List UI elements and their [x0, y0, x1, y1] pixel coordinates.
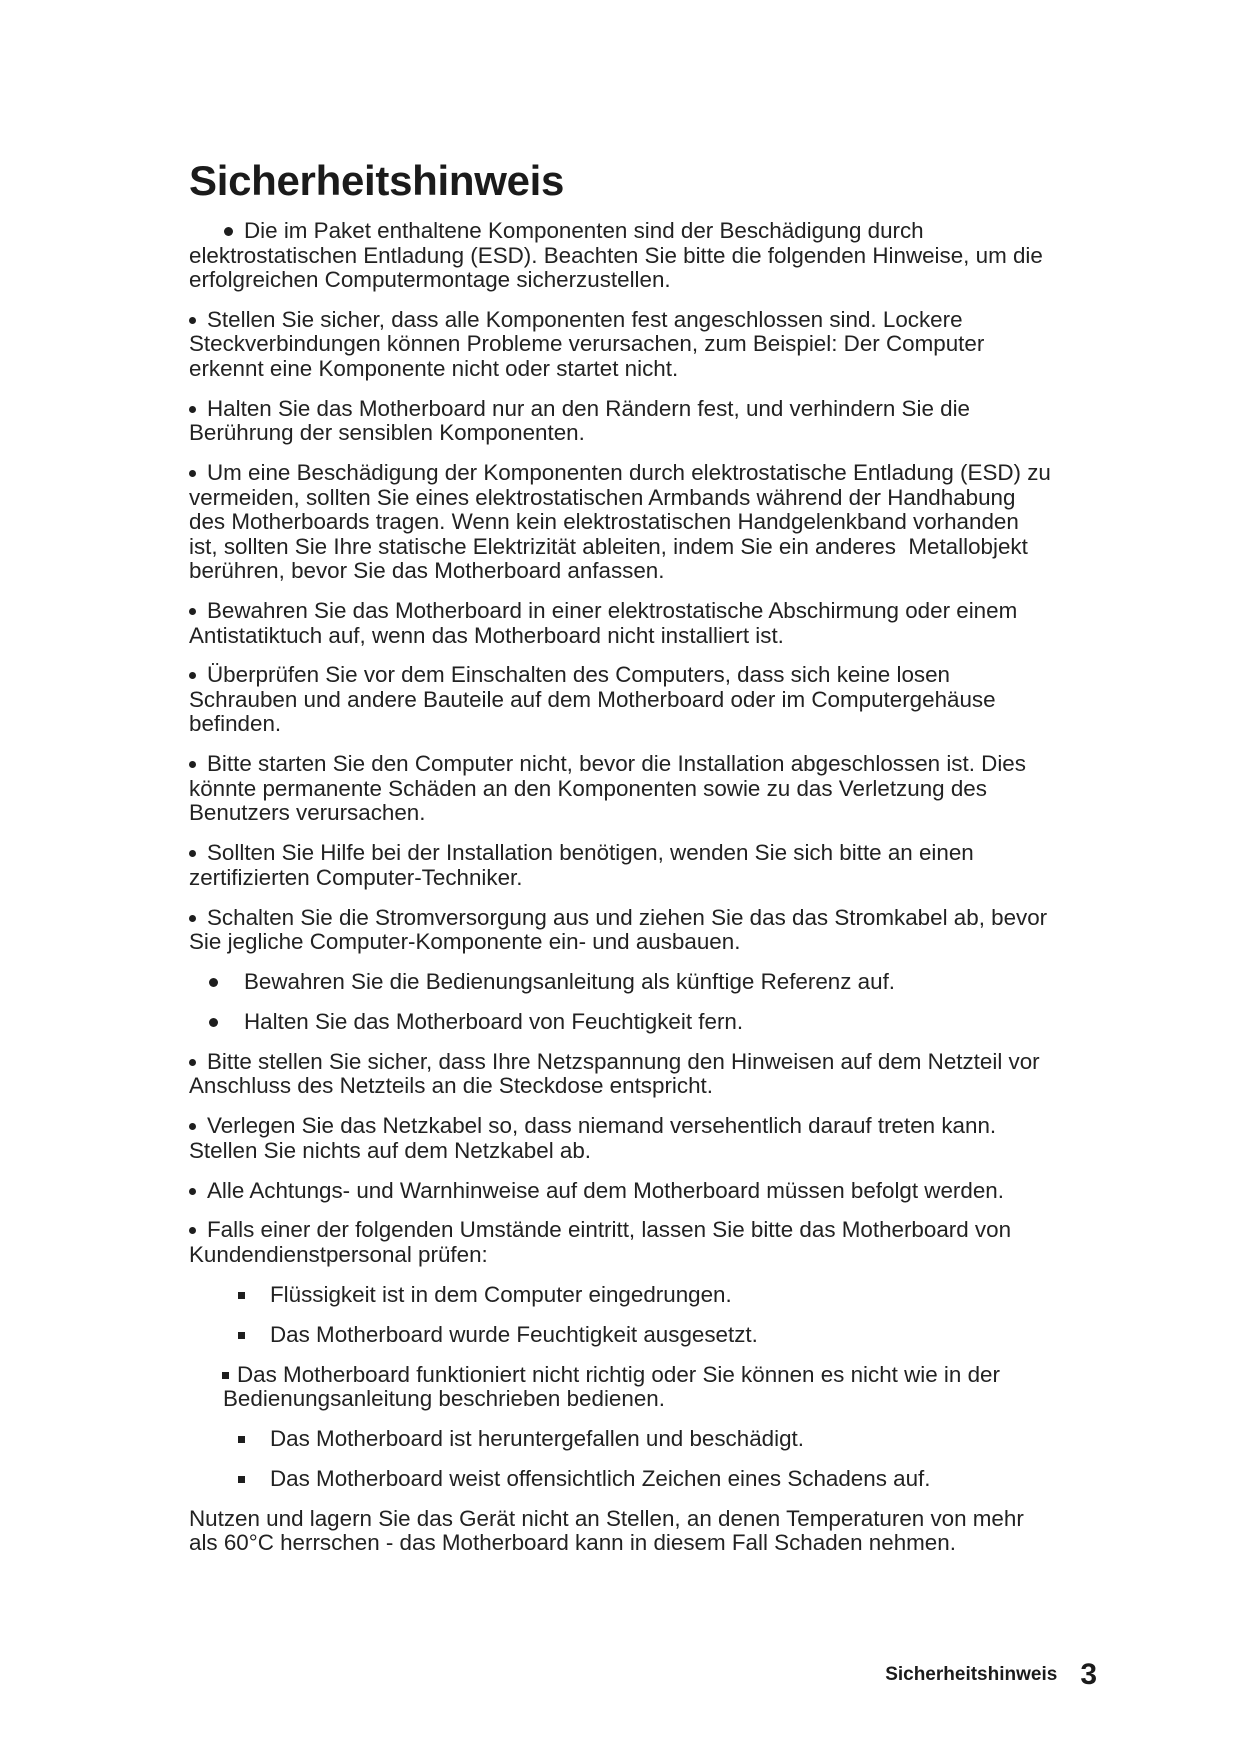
page-footer [885, 1655, 1097, 1695]
line-text: Das Motherboard funktioniert nicht richtig oder Sie können es nicht wie in der [237, 1361, 1000, 1387]
precaution-warnings [189, 1179, 1199, 1204]
precaution-list [189, 219, 1199, 1556]
line-text: Sollten Sie Hilfe bei der Installation benötigen, wenden Sie sich bitte an einen [207, 840, 974, 866]
precaution-connections [189, 308, 1199, 382]
precaution-storage [189, 599, 1199, 648]
line-text: Stellen Sie sicher, dass alle Komponenten fest angeschlossen sind. Lockere [207, 306, 963, 332]
bullet-icon [189, 915, 196, 922]
line-text: Um eine Beschädigung der Komponenten durch elektrostatische Entladung (ESD) zu [207, 460, 1051, 486]
line-text: Benutzers verursachen. [189, 800, 426, 826]
condition-liquid [189, 1283, 1199, 1308]
bullet-icon [189, 1059, 196, 1066]
line-text: Verlegen Sie das Netzkabel so, dass niemand versehentlich darauf treten kann. [207, 1113, 997, 1139]
bullet-line [189, 599, 1199, 624]
bullet-icon [189, 1188, 196, 1195]
line-text: Alle Achtungs- und Warnhinweise auf dem Motherboard müssen befolgt werden. [207, 1177, 1004, 1203]
square-bullet-icon [238, 1476, 245, 1483]
bullet-icon [189, 608, 196, 615]
bullet-line [189, 1467, 1199, 1492]
line-text: Überprüfen Sie vor dem Einschalten des Computers, dass sich keine losen [207, 662, 951, 688]
precaution-humidity [189, 1010, 1199, 1035]
precaution-esd-intro [189, 219, 1199, 293]
condition-dropped [189, 1427, 1199, 1452]
bullet-line [189, 1323, 1199, 1348]
condition-damage [189, 1467, 1199, 1492]
bullet-icon [189, 406, 196, 413]
line-text: Bitte starten Sie den Computer nicht, bevor die Installation abgeschlossen ist. Dies [207, 751, 1026, 777]
line-text: Halten Sie das Motherboard von Feuchtigkeit fern. [244, 1008, 744, 1034]
condition-malfunction [189, 1363, 1199, 1412]
line-text: Bewahren Sie die Bedienungsanleitung als künftige Referenz auf. [244, 969, 896, 995]
line-text: Die im Paket enthaltene Komponenten sind der Beschädigung durch [244, 218, 924, 243]
bullet-line [189, 1050, 1199, 1075]
bullet-icon [189, 1123, 196, 1130]
line-text: als 60°C herrschen - das Motherboard kann in diesem Fall Schaden nehmen. [189, 1530, 956, 1556]
line-text: Das Motherboard ist heruntergefallen und beschädigt. [270, 1426, 804, 1452]
line-text: ist, sollten Sie Ihre statische Elektrizität ableiten, indem Sie ein anderes Metallobjekt [189, 533, 1028, 559]
bullet-icon [189, 317, 196, 324]
precaution-service-check [189, 1218, 1199, 1267]
bullet-line [189, 1283, 1199, 1308]
square-bullet-icon [238, 1332, 245, 1339]
bullet-line [189, 1179, 1199, 1204]
bullet-line [189, 1427, 1199, 1452]
precaution-handle-edges [189, 397, 1199, 446]
bullet-icon [209, 1018, 218, 1027]
bullet-icon [189, 1227, 196, 1234]
safety-notice-section [189, 156, 1199, 1571]
line-text: Halten Sie das Motherboard nur an den Rändern fest, und verhindern Sie die [207, 395, 971, 421]
precaution-keep-manual [189, 970, 1199, 995]
page-title: Sicherheitshinweis [189, 157, 565, 204]
line-text: berühren, bevor Sie das Motherboard anfassen. [189, 558, 665, 584]
bullet-line [189, 461, 1199, 486]
line-text: Schalten Sie die Stromversorgung aus und ziehen Sie das das Stromkabel ab, bevor [207, 904, 1048, 930]
precaution-power-off [189, 906, 1199, 955]
line-text: Bitte stellen Sie sicher, dass Ihre Netzspannung den Hinweisen auf dem Netzteil vor [207, 1048, 1040, 1074]
square-bullet-icon [222, 1372, 229, 1379]
precaution-esd-wristband [189, 461, 1199, 584]
bullet-icon [209, 978, 218, 987]
precaution-technician [189, 841, 1199, 890]
line-text: erkennt eine Komponente nicht oder startet nicht. [189, 355, 679, 381]
bullet-line [189, 1010, 1199, 1035]
precaution-voltage [189, 1050, 1199, 1099]
line-text: Berührung der sensiblen Komponenten. [189, 420, 585, 446]
line-text: Nutzen und lagern Sie das Gerät nicht an Stellen, an denen Temperaturen von mehr [189, 1505, 1024, 1531]
bullet-line [189, 308, 1199, 333]
precaution-power-cable [189, 1114, 1199, 1163]
bullet-line [189, 841, 1199, 866]
line-text: Sie jegliche Computer-Komponente ein- und ausbauen. [189, 929, 741, 955]
bullet-line [189, 663, 1199, 688]
line-text: könnte permanente Schäden an den Komponenten sowie zu das Verletzung des [189, 775, 987, 801]
bullet-icon [189, 850, 196, 857]
square-bullet-icon [238, 1292, 245, 1299]
line-text: des Motherboards tragen. Wenn kein elektrostatischen Handgelenkband vorhanden [189, 509, 1019, 535]
bullet-icon [189, 672, 196, 679]
line-text: Bewahren Sie das Motherboard in einer elektrostatische Abschirmung oder einem [207, 598, 1018, 624]
line-text: Stellen Sie nichts auf dem Netzkabel ab. [189, 1137, 592, 1163]
footer-section-title: Sicherheitshinweis [885, 1664, 1058, 1685]
line-text: Flüssigkeit ist in dem Computer eingedrungen. [270, 1281, 732, 1307]
page-number: 3 [1080, 1658, 1097, 1691]
precaution-loose-screws [189, 663, 1199, 737]
bullet-line [189, 397, 1199, 422]
line-text: erfolgreichen Computermontage sicherzustellen. [189, 267, 671, 292]
line-text: Bedienungsanleitung beschrieben bedienen. [223, 1386, 665, 1412]
line-text: Schrauben und andere Bauteile auf dem Motherboard oder im Computergehäuse [189, 686, 996, 712]
bullet-line [189, 1218, 1199, 1243]
square-bullet-icon [238, 1436, 245, 1443]
condition-moisture [189, 1323, 1199, 1348]
line-text: Kundendienstpersonal prüfen: [189, 1241, 488, 1267]
line-text: Falls einer der folgenden Umstände eintritt, lassen Sie bitte das Motherboard von [207, 1217, 1012, 1243]
bullet-line [189, 906, 1199, 931]
line-text: Das Motherboard wurde Feuchtigkeit ausgesetzt. [270, 1321, 758, 1347]
bullet-line [189, 1363, 1199, 1388]
line-text: Anschluss des Netzteils an die Steckdose entspricht. [189, 1073, 713, 1099]
line-text: vermeiden, sollten Sie eines elektrostatischen Armbands während der Handhabung [189, 484, 1016, 510]
temperature-note [189, 1507, 1199, 1556]
line-text: befinden. [189, 711, 282, 737]
line-text: elektrostatischen Entladung (ESD). Beachten Sie bitte die folgenden Hinweise, um die [189, 242, 1043, 268]
bullet-line [189, 1114, 1199, 1139]
line-text: Das Motherboard weist offensichtlich Zeichen eines Schadens auf. [270, 1465, 931, 1491]
bullet-line [189, 219, 1199, 244]
line-text: Steckverbindungen können Probleme verursachen, zum Beispiel: Der Computer [189, 331, 985, 357]
bullet-line [189, 970, 1199, 995]
bullet-icon [189, 470, 196, 477]
line-text: zertifizierten Computer-Techniker. [189, 864, 523, 890]
line-text: Antistatiktuch auf, wenn das Motherboard nicht installiert ist. [189, 622, 784, 648]
bullet-icon [224, 227, 233, 236]
bullet-line [189, 752, 1199, 777]
bullet-icon [189, 761, 196, 768]
precaution-startup [189, 752, 1199, 826]
